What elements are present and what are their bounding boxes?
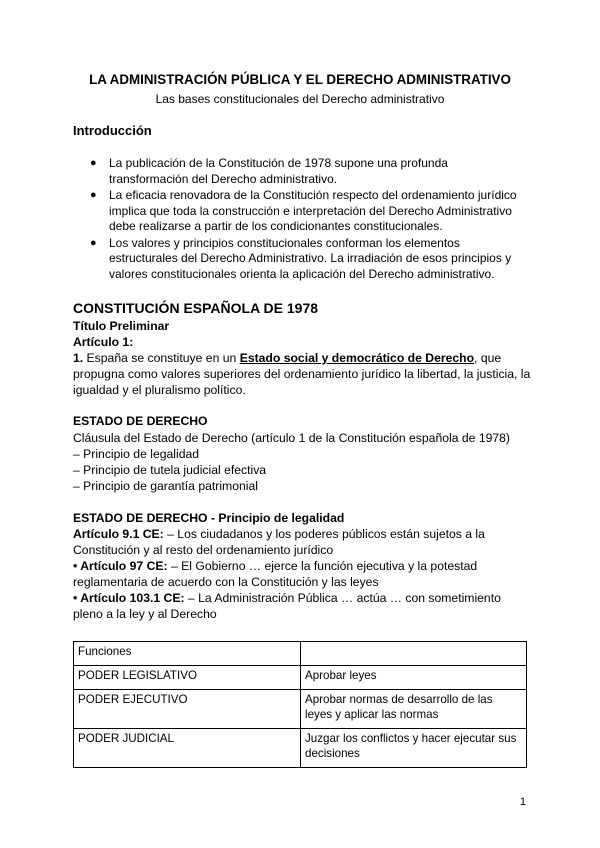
table-header-row	[74, 642, 527, 666]
list-item: ● La publicación de la Constitución de 1978 supone una profunda transformación del Derecho administrativo.	[90, 156, 448, 186]
table-row	[74, 666, 527, 690]
table-cell: Juzgar los conflictos y hacer ejecutar sus decisiones	[301, 729, 527, 768]
art-97-line-1: • Artículo 97 CE: – El Gobierno … ejerce la función ejecutiva y la potestad	[73, 559, 478, 573]
art-97-line-2: reglamentaria de acuerdo con la Constitución y las leyes	[73, 575, 379, 589]
list-item: ● La eficacia renovadora de la Constitución respecto del ordenamiento jurídico implica que toda la construcción e interpretación del Derecho Administrativo debe realizarse a partir de los condicionantes constitucionales.	[90, 188, 517, 233]
art-9-1-line-1: Artículo 9.1 CE: – Los ciudadanos y los poderes públicos están sujetos a la	[73, 527, 485, 541]
art-103-line-2: pleno a la ley y al Derecho	[73, 607, 217, 621]
document-subtitle: Las bases constitucionales del Derecho administrativo	[155, 92, 445, 106]
table-cell: PODER JUDICIAL	[74, 729, 301, 768]
table-cell: Aprobar leyes	[301, 666, 527, 690]
principio-item: – Principio de tutela judicial efectiva	[73, 463, 267, 477]
list-item: ● Los valores y principios constitucionales conforman los elementos estructurales del Derecho Administrativo. La irradiación de esos principios y valores constitucionales orienta la aplicación del Derecho administrativo.	[90, 235, 512, 281]
art-9-1-line-2: Constitución y al resto del ordenamiento jurídico	[73, 543, 334, 557]
bullet-dot-icon: ●	[90, 236, 97, 249]
articulo-1-line-3: igualdad y el pluralismo político.	[73, 383, 246, 397]
table-row	[74, 690, 527, 729]
principio-item: – Principio de legalidad	[73, 447, 200, 461]
page-number: 1	[519, 796, 526, 808]
intro-bullet-list	[73, 156, 533, 283]
articulo-1-line-1: 1. España se constituye en un Estado social y democrático de Derecho, que	[73, 351, 502, 365]
funciones-table	[73, 641, 527, 768]
art-103-line-1: • Artículo 103.1 CE: – La Administración Pública … actúa … con sometimiento	[73, 591, 501, 605]
articulo-1-label: Artículo 1:	[73, 335, 134, 349]
intro-heading: Introducción	[73, 123, 152, 138]
table-cell: PODER LEGISLATIVO	[74, 666, 301, 690]
table-cell: PODER EJECUTIVO	[74, 690, 301, 729]
estado-derecho-heading: ESTADO DE DERECHO	[73, 414, 208, 428]
bullet-dot-icon: ●	[90, 189, 97, 201]
titulo-preliminar: Título Preliminar	[73, 319, 170, 333]
table-header-cell	[301, 642, 527, 666]
table-header-cell: Funciones	[74, 642, 301, 666]
legalidad-heading: ESTADO DE DERECHO - Principio de legalidad	[73, 511, 345, 525]
table-row	[74, 729, 527, 768]
document-title: LA ADMINISTRACIÓN PÚBLICA Y EL DERECHO ADMINISTRATIVO	[89, 72, 511, 87]
bullet-dot-icon: ●	[90, 157, 97, 169]
estado-social-link: Estado social y democrático de Derecho	[239, 351, 475, 365]
principio-item: – Principio de garantía patrimonial	[73, 479, 258, 493]
clausula-text: Cláusula del Estado de Derecho (artículo 1 de la Constitución española de 1978)	[73, 431, 510, 445]
constitucion-heading: CONSTITUCIÓN ESPAÑOLA DE 1978	[73, 300, 319, 316]
table-cell: Aprobar normas de desarrollo de las leyes y aplicar las normas	[301, 690, 527, 729]
articulo-1-line-2: propugna como valores superiores del ordenamiento jurídico la libertad, la justicia, la	[73, 367, 531, 381]
